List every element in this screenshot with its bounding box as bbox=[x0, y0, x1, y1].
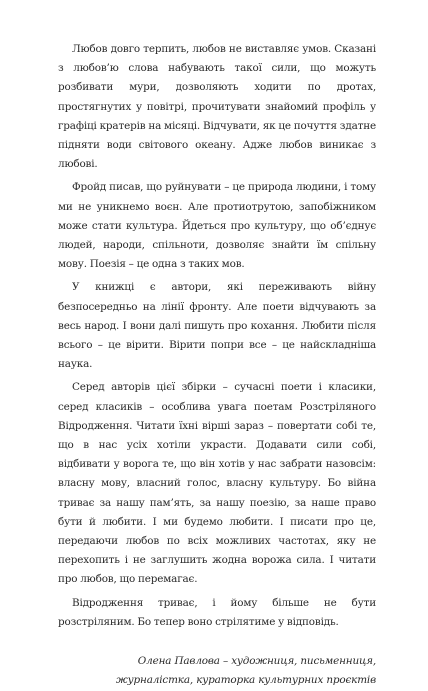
paragraph-3: У книжці є автори, які переживають війну безпосередньо на лінії фронту. Але поети відчувають за весь народ. І вони далі пишуть про кохання. Любити після всього – це вірити. Вірити попри все – це найскладніша наука. bbox=[58, 281, 376, 371]
document-page bbox=[58, 40, 376, 691]
author-signature bbox=[58, 652, 376, 690]
paragraph-4: Серед авторів цієї збірки – сучасні поети і класики, серед класиків – особлива увага поетам Розстріляного Відродження. Читати їхні вірші зараз – повертати собі те, що в нас усіх хотіли украсти. Додавати сили собі, відбивати у ворога те, що він хотів у нас забрати назовсім: власну мову, власний голос, власну культуру. Бо війна триває за нашу пам’ять, за нашу поезію, за наше право бути й любити. І ми будемо любити. І писати про це, передаючи любов по всіх можливих частотах, яку не перехопить і не заглушить жодна ворожа сила. І читати про любов, що перемагає. bbox=[58, 381, 376, 586]
signature-line-2: журналістка, кураторка культурних проєктів bbox=[116, 674, 376, 687]
signature-line-1: Олена Павлова – художниця, письменниця, bbox=[137, 655, 376, 668]
paragraph-1: Любов довго терпить, любов не виставляє умов. Сказані з любов’ю слова набувають такої сили, що можуть розбивати мури, дозволяють ходити по дротах, простягнутих у повітрі, прочитувати знайомий профіль у графіці кратерів на місяці. Відчувати, як це почуття здатне підняти води світового океану. Адже любов виникає з любові. bbox=[58, 43, 376, 171]
paragraph-5: Відродження триває, і йому більше не бути розстріляним. Бо тепер воно стрілятиме у відповідь. bbox=[58, 596, 376, 628]
paragraph-2: Фройд писав, що руйнувати – це природа людини, і тому ми не уникнемо воєн. Але протиотрутою, запобіжником може стати культура. Йдеться про культуру, що об’єднує людей, народи, спільноти, дозволяє знайти їм спільну мову. Поезія – це одна з таких мов. bbox=[58, 181, 376, 271]
